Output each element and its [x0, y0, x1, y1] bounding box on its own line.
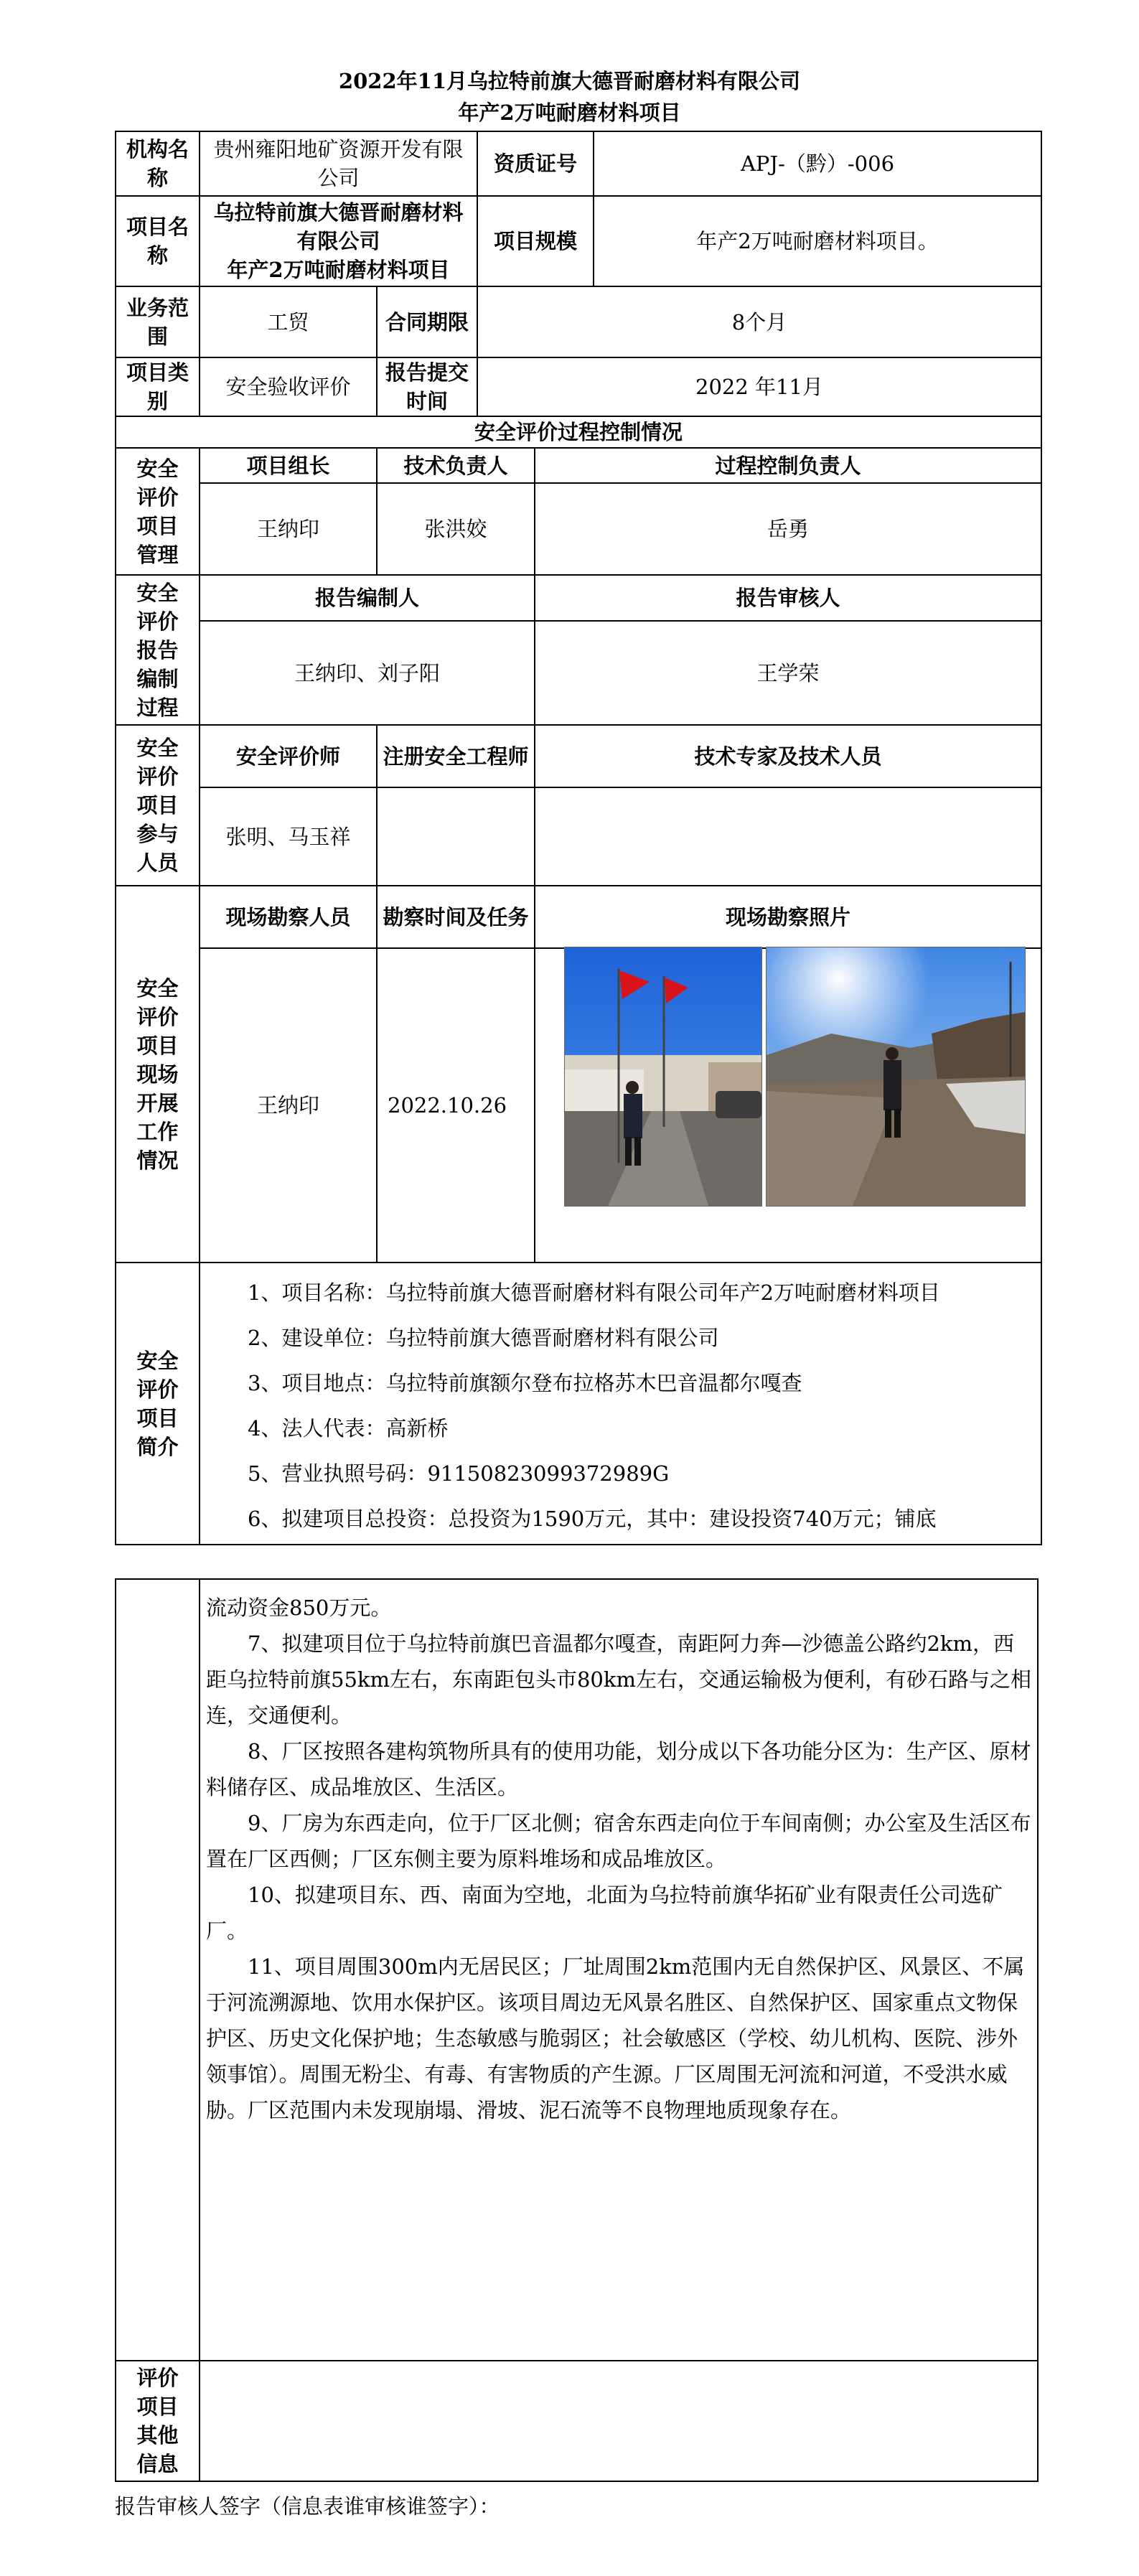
intro-paragraph: 10、拟建项目东、西、南面为空地，北面为乌拉特前旗华拓矿业有限责任公司选矿厂。	[206, 1883, 1003, 1943]
leader-value: 王纳印	[200, 483, 377, 575]
intro-paragraph: 9、厂房为东西走向，位于厂区北侧；宿舍东西走向位于车间南侧；办公室及生活区布置在厂区西侧；厂区东侧主要为原料堆场和成品堆放区。	[206, 1811, 1031, 1871]
intro-item: 4、法人代表：高新桥	[248, 1416, 449, 1441]
project-value-line2: 年产2万吨耐磨材料项目	[227, 258, 450, 282]
intro-cell	[200, 1263, 1041, 1545]
evaluator-head: 安全评价师	[200, 725, 377, 787]
survey-time-value: 2022.10.26	[377, 948, 535, 1263]
writer-value: 王纳印、刘子阳	[200, 621, 535, 725]
cert-value: APJ-（黔）-006	[740, 151, 895, 176]
period-label: 合同期限	[377, 286, 477, 357]
survey-time-head: 勘察时间及任务	[377, 886, 535, 948]
tech-head: 技术负责人	[377, 448, 535, 483]
info-table	[115, 131, 1042, 1545]
intro-paragraph: 8、厂区按照各建构筑物所具有的使用功能，划分成以下各功能分区为：生产区、原材料储存区、成品堆放区、生活区。	[206, 1739, 1031, 1799]
type-value: 安全验收评价	[200, 357, 377, 416]
other-info-label: 评价项目其他信息	[116, 2361, 200, 2481]
intro-continued-cell	[200, 1579, 1038, 2361]
intro-item: 1、项目名称：乌拉特前旗大德晋耐磨材料有限公司年产2万吨耐磨材料项目	[248, 1280, 940, 1305]
leader-head: 项目组长	[200, 448, 377, 483]
org-label: 机构名称	[116, 131, 200, 196]
intro-item: 3、项目地点：乌拉特前旗额尔登布拉格苏木巴音温都尔嘎查	[248, 1371, 802, 1395]
writer-head: 报告编制人	[200, 575, 535, 621]
biz-label: 业务范围	[116, 286, 200, 357]
other-info-value	[200, 2361, 1038, 2481]
engineer-head: 注册安全工程师	[377, 725, 535, 787]
process-section-title: 安全评价过程控制情况	[116, 416, 1041, 448]
biz-value: 工贸	[200, 286, 377, 357]
org-value: 贵州雍阳地矿资源开发有限公司	[200, 131, 477, 196]
evaluator-value: 张明、马玉祥	[200, 787, 377, 886]
expert-head: 技术专家及技术人员	[535, 725, 1041, 787]
survey-photo-1	[564, 947, 762, 1207]
engineer-value	[377, 787, 535, 886]
reviewer-head: 报告审核人	[535, 575, 1041, 621]
compile-label: 安全评价报告编制过程	[116, 575, 200, 725]
scale-value: 年产2万吨耐磨材料项目。	[696, 229, 939, 253]
mgmt-label: 安全评价项目管理	[116, 448, 200, 575]
intro-label: 安全评价项目简介	[116, 1263, 200, 1545]
intro-paragraph: 11、项目周围300m内无居民区；厂址周围2km范围内无自然保护区、风景区、不属于河流溯源地、饮用水保护区。该项目周边无风景名胜区、自然保护区、国家重点文物保护区、历史文化保护地；生态敏感与脆弱区；社会敏感区（学校、幼儿机构、医院、涉外领事馆）。周围无粉尘、有毒、有害物质的产生源。厂区周围无河流和河道，不受洪水威胁。厂区范围内未发现崩塌、滑坡、泥石流等不良物理地质现象存在。	[206, 1954, 1025, 2122]
type-label: 项目类别	[116, 357, 200, 416]
ctrl-head: 过程控制负责人	[535, 448, 1041, 483]
surveyor-head: 现场勘察人员	[200, 886, 377, 948]
project-value-line1: 乌拉特前旗大德晋耐磨材料有限公司	[213, 200, 464, 253]
submit-value: 2022 年11月	[477, 357, 1041, 416]
tech-value: 张洪姣	[377, 483, 535, 575]
cert-label-box: 资质证号	[478, 132, 594, 195]
scale-group	[477, 196, 1041, 286]
signature-label: 报告审核人签字（信息表谁审核谁签字）：	[115, 2494, 500, 2519]
intro-item: 2、建设单位：乌拉特前旗大德晋耐磨材料有限公司	[248, 1326, 719, 1350]
document-title-line2: 年产2万吨耐磨材料项目	[458, 100, 681, 125]
survey-photo-2	[766, 947, 1026, 1207]
document-title-line1: 2022年11月乌拉特前旗大德晋耐磨材料有限公司	[338, 69, 801, 93]
intro-paragraph: 7、拟建项目位于乌拉特前旗巴音温都尔嘎查，南距阿力奔—沙德盖公路约2km，西距乌拉特前旗55km左右，东南距包头市80km左右，交通运输极为便利，有砂石路与之相连，交通便利。	[206, 1631, 1031, 1728]
intro-paragraph: 流动资金850万元。	[206, 1596, 392, 1620]
intro-item: 6、拟建项目总投资：总投资为1590万元，其中：建设投资740万元；铺底	[248, 1507, 937, 1531]
participants-label: 安全评价项目参与人员	[116, 725, 200, 886]
submit-label: 报告提交时间	[377, 357, 477, 416]
surveyor-value: 王纳印	[200, 948, 377, 1263]
project-value	[200, 196, 477, 286]
site-label: 安全评价项目现场开展工作情况	[116, 886, 200, 1263]
photo-head: 现场勘察照片	[535, 886, 1041, 948]
ctrl-value: 岳勇	[535, 483, 1041, 575]
scale-label: 项目规模	[478, 197, 594, 286]
reviewer-value: 王学荣	[535, 621, 1041, 725]
expert-value	[535, 787, 1041, 886]
continuation-table	[115, 1578, 1039, 2482]
intro-item: 5、营业执照号码：91150823099372989G	[248, 1461, 670, 1486]
cert-group	[477, 131, 1041, 196]
project-label: 项目名称	[116, 196, 200, 286]
period-value: 8个月	[477, 286, 1041, 357]
continuation-side-blank	[116, 1579, 200, 2361]
